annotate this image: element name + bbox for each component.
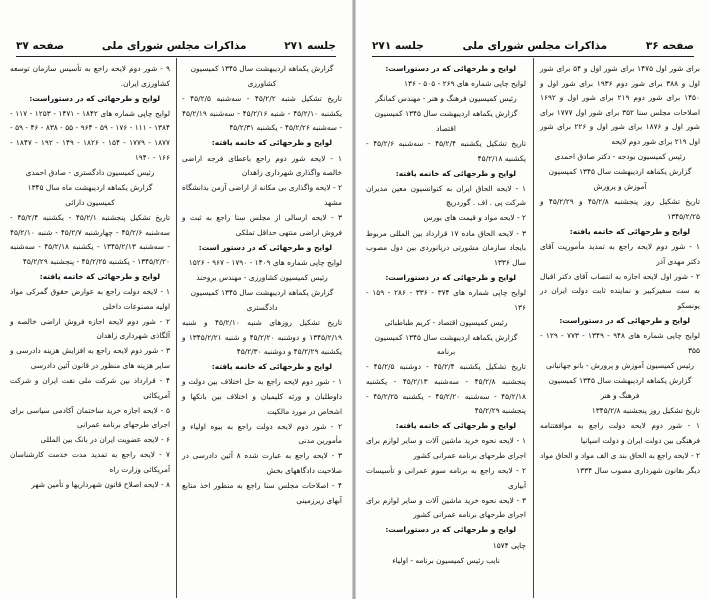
paragraph: ۱ - لایحه الحاق ایران به کنوانسیون معین مدیران شرکت پی . اف . گوردریچ	[366, 183, 526, 208]
report-title-line: رئیس کمیسیون آموزش و پرورش - بانو جهانبانی	[546, 360, 694, 370]
paragraph: برای شور اول ۱۴۷۵ برای شور اول و ۵۴ برای شور اول و ۳۸۸ برای شور دوم ۱۹۳۶ برای شور اول و ۱۴۵۰ برای شور دوم ۲۱۹ برای شور اول و ۱۶۹۲ اصلاحات مجلس سنا ۳۵۲ برای شور اول ۱۷۷۷ برای شور اول و ۱۸۷۶ برای شور اول و ۲۲۶ برای شور اول ۲۱۹ برای شور دوم لایحه	[540, 64, 701, 146]
paragraph: ۳ - لایحه راجع به عبارت شده ۸ آئین دادرسی در صلاحیت دادگاههای بخش	[182, 451, 342, 476]
paragraph: تاریخ تشکیل روزهای شنبه ۴۵/۲/۱۰ و شنبه ۱۳۴۵/۲/۱۹ و دوشنبه ۴۵/۲/۲۰ و شنبه ۱۳۴۵/۲/۲۱ و یکشنبه ۴۵/۲/۲۹ و دوشنبه ۴۵/۲/۳۰	[182, 318, 343, 357]
paragraph: ۵ - لایحه اجازه خرید ساختمان آکادمی سیاسی برای اجرای طرحهای برنامه عمرانی	[10, 405, 170, 430]
paragraph: ۲ - شور دوم لایحه دولت راجع به بیوه اولیاء و مأمورین مدنی	[182, 421, 342, 446]
report-title-line: رئیس کمیسیون فرهنگ و هنر - مهندس کمانگر	[375, 94, 517, 104]
page-36	[356, 0, 710, 599]
paragraph: لوایح چاپی شماره های ۱۴۰۹ - ۱۷۹۰ - ۹۶۷ - ۱۵۲۶	[188, 257, 342, 267]
paragraph: ۱ - شور دوم لایحه دولت راجع به موافقتنامه فرهنگی بین دولت ایران و دولت اسپانیا	[540, 421, 700, 445]
paragraph: ۷ - لایحه راجع به تمدید مدت خدمت کارشناسان آمریکائی وزارت راه	[10, 450, 170, 475]
section-heading: لوایح و طرحهائی که خاتمه یافته:	[395, 421, 516, 431]
paragraph: تاریخ تشکیل روز پنجشنبه ۱۳۴۵/۲/۸	[591, 406, 700, 416]
page-header	[372, 38, 694, 54]
report-title-line: دادگستری	[246, 303, 278, 312]
report-title-line: رئیس کمیسیون اقتصاد - کریم طباطبائی	[384, 317, 508, 327]
paragraph: تاریخ تشکیل روز پنجشنبه ۴۵/۲/۸ و ۴۵/۲/۲۹ و ۱۳۴۵/۲/۲۵	[540, 197, 700, 221]
header-rule	[16, 56, 336, 57]
paragraph: لوایح چاپی شماره های ۹۴۸ - ۱۳۴۹ - ۷۷۳ - ۱۲۹ - ۳۵۵	[540, 331, 700, 355]
text-column-left	[10, 62, 170, 493]
paragraph: ۶ - لایحه عضویت ایران در بانک بین المللی	[40, 435, 170, 445]
report-title-line: رئیس کمیسیون بودجه - دکتر صادق احمدی	[554, 152, 686, 162]
paragraph: تاریخ تشکیل پنجشنبه ۴۵/۲/۱ - یکشنبه ۴۵/۲/۴ - سه‌شنبه ۴۵/۲/۶ - چهارشنبه ۴۵/۲/۷ - شنبه ۴۵/۲/۱۰ - سه‌شنبه ۱۳۴۵/۲/۱۳ - یکشنبه ۴۵/۲/۱۸ - سه‌شنبه ۱۳۴۵/۲/۲۰ - یکشنبه ۴۵/۲/۲۵ - پنجشنبه ۴۵/۲/۲۹	[10, 212, 171, 266]
report-title-line: گزارش یکماهه اردیبهشت سال ۱۳۴۵ کمیسیون	[190, 287, 334, 297]
paragraph: ۱ - لایحه نحوه خرید ماشین آلات و سایر لوازم برای اجرای طرحهای برنامه عمرانی کشور	[366, 436, 526, 460]
report-title-line: رئیس کمیسیون دادگستری - صادق احمدی	[25, 167, 155, 177]
column-divider	[533, 58, 534, 598]
paragraph: لوایح چاپی شماره های ۳۷۴ - ۳۳۶ - ۲۸۶ - ۱۵۹ - ۱۳۶	[366, 287, 526, 312]
report-title-line: آموزش و پرورش	[593, 182, 647, 192]
report-title-line: گزارش یکماهه اردیبهشت سال ۱۳۴۵ کمیسیون	[548, 375, 692, 385]
paragraph: ۳ - لایحه نحوه خرید ماشین آلات و سایر لوازم برای اجرای طرحهای برنامه عمرانی کشور	[366, 495, 526, 520]
paragraph: ۳ - شور دوم لایحه راجع به افزایش هزینه دادرسی و سایر هزینه های منظور در قانون آئین دادرسی	[10, 346, 170, 370]
report-title-line: کشاورزی	[247, 79, 277, 89]
section-heading: لوایح و طرحهائی که خاتمه یافته:	[211, 362, 332, 372]
page-number: صفحه ۳۶	[645, 40, 694, 52]
header-rule	[372, 56, 694, 57]
page-header	[16, 38, 336, 54]
paragraph: ۲ - شور دوم لایحه اجازه فروش اراضی خالصه و آلگاذی شهرداری زاهدان	[10, 316, 170, 341]
section-heading: لوایح و طرحهائی که خاتمه یافته:	[395, 168, 516, 178]
page-title: مذاکرات مجلس شورای ملی	[462, 40, 608, 52]
page-title: مذاکرات مجلس شورای ملی	[101, 40, 247, 52]
section-heading: لوایح و طرحهائی که خاتمه یافته:	[211, 138, 332, 148]
report-title-line: گزارش یکماهه اردیبهشت سال ۱۳۴۵ کمیسیون	[190, 64, 334, 73]
section-heading: لوایح و طرحهائی که در دستوراست:	[385, 64, 516, 73]
report-title-line: کمیسیون دارائی	[65, 197, 115, 207]
report-title-line: فرهنگ و هنر	[600, 391, 640, 401]
section-heading: لوایح و طرحهائی که خاتمه یافته:	[39, 271, 160, 281]
report-title-line: گزارش یکماهه اردیبهشت سال ۱۳۴۵ کمیسیون برنامه	[374, 332, 518, 357]
paragraph: ۲ - لایحه راجع به برنامه سوم عمرانی و تأسیسات آبیاری	[366, 466, 526, 490]
paragraph: ۲ - شور اول لایحه اجازه به انتصاب آقای دکتر اقبال به ست سفیرکبیر و نماینده ثابت دولت ایران در یونسکو	[540, 271, 700, 310]
text-column-right	[182, 62, 342, 509]
session-number: جلسه ۲۷۱	[284, 40, 336, 52]
paragraph: تاریخ تشکیل یکشنبه ۴۵/۲/۴ - سه‌شنبه ۴۵/۲/۶ - یکشنبه ۴۵/۲/۱۸	[366, 138, 526, 163]
paragraph: ۴ - قرارداد بین شرکت ملی نفت ایران و شرکت آمریکائی	[10, 375, 170, 400]
report-title-line: رئیس کمیسیون کشاورزی - مهندس بروحند	[196, 272, 328, 282]
section-heading: لوایح و طرحهائی که خاتمه یافته:	[569, 227, 690, 237]
section-heading: لوایح و طرحهائی که در دستوراست:	[559, 316, 690, 326]
section-heading: لوایح و طرحهائی که در دستوراست:	[385, 272, 516, 282]
section-heading: لوایح و طرحهائی که در دستوراست:	[385, 525, 516, 535]
paragraph: ۲ - لایحه راجع به الحاق بند ی الف مواد و الحاق مواد دیگر بقانون شهرداری مصوب سال ۱۳۳۴	[540, 450, 700, 475]
paragraph: ۴ - اصلاحات مجلس سنا راجع به منظور اخذ منابع آبهای زیرزمینی	[182, 481, 342, 505]
section-heading: لوایح و طرحهائی که در دستور است:	[198, 242, 332, 252]
paragraph: لوایح چاپی شماره های ۱۸۴۲ - ۱۴۷۱ - ۱۲۵۳ - ۱۱۷ - ۱۳۸۴ - ۱۱۱ - ۱۷۶ - ۵۹ - ۹۶۴ - ۵۵ - ۸۳۸ - ۴۶ - ۵۹ - ۱۸۷۷ - ۱۷۷۹ - ۱۵۴ - ۱۸۲۶ - ۱۴۹ - ۱۹۲ - ۱۸۴۷ - ۱۶۶ - ۱۹۴۰	[10, 108, 170, 162]
text-column-right	[540, 62, 700, 479]
paragraph: ۲ - لایحه واگذاری بی مکانه از اراضی آزمن بدانشگاه مشهد	[182, 183, 342, 207]
paragraph: ۱ - لایحه شور دوم راجع باعطای فرجه اراضی خالصه واگذاری شهرداری زاهدان	[182, 153, 342, 178]
report-title-line: گزارش یکماهه اردیبهشت سال ۱۳۴۵ کمیسیون	[548, 167, 692, 177]
paragraph: ۱ - شور دوم لایحه راجع به حل اختلاف بین دولت و داوطلبان و ورثه کلیمیان و اختلاف بین بانکها و اشخاص در مورد مالکیت	[182, 377, 342, 416]
paragraph: ۸ - لایحه اصلاح قانون شهرداریها و تأمین شهر	[31, 480, 170, 490]
report-title-line: نایب رئیس کمیسیون برنامه - اولیاء	[392, 555, 500, 565]
page-number: صفحه ۳۷	[16, 40, 65, 52]
paragraph: تاریخ تشکیل شنبه ۴۵/۲/۲ - سه‌شنبه ۴۵/۲/۵ - یکشنبه ۴۵/۲/۱۰ - شنبه ۴۵/۲/۱۶ - سه‌شنبه ۴۵/۲/۱۹ - سه‌شنبه ۴۵/۲/۲۶ - یکشنبه ۴۵/۲/۳۱	[182, 94, 342, 133]
report-title-line: گزارش یکماهه اردیبهشت ماه سال ۱۳۴۵	[27, 182, 153, 192]
paragraph: ۱ - شور دوم لایحه راجع به تمدید مأموریت آقای دکتر مهدی آذر	[540, 242, 700, 266]
section-heading: لوایح و طرحهائی که در دستوراست:	[29, 93, 160, 103]
paragraph: لوایح چاپی شماره های ۲۶۹ - ۵۰۵ - ۱۳۶	[404, 79, 526, 89]
paragraph: ۳ - لایحه ارسالی از مجلس سنا راجع به ثبت و فروش اراضی منتهی حداقل تملکی	[182, 212, 342, 237]
paragraph: ۱ - لایحه دولت راجع به عوارض حقوق گمرکی مواد اولیه مصنوعات داخلی	[10, 286, 170, 311]
column-divider	[176, 58, 177, 598]
paragraph: تاریخ تشکیل یکشنبه ۴۵/۲/۴ - دوشنبه ۴۵/۲/۵ - پنجشنبه ۴۵/۲/۸ - سه‌شنبه ۴۵/۲/۱۳ - یکشنبه ۴۵/۲/۱۸ - سه‌شنبه ۴۵/۲/۲۰ - یکشنبه ۴۵/۲/۲۵ - پنجشنبه ۴۵/۲/۲۹	[366, 362, 526, 416]
paragraph: چاپی ۱۵۷۴	[492, 540, 526, 550]
report-title-line: گزارش یکماهه اردیبهشت سال ۱۳۴۵ کمیسیون اقتصاد	[374, 109, 518, 133]
page-37	[0, 0, 352, 599]
session-number: جلسه ۲۷۱	[372, 40, 424, 52]
paragraph: ۹ - شور دوم لایحه راجع به تأسیس سازمان توسعه کشاورزی ایران.	[10, 64, 170, 88]
paragraph: ۳ - لایحه الحاق ماده ۱۷ قرارداد بین المللی مربوط بایجاد سازمان مشورتی دریانوردی بین دول مصوب سال ۱۳۳۶	[366, 228, 526, 267]
paragraph: ۲ - لایحه مواد و قیمت های بورس	[423, 213, 526, 223]
text-column-left	[366, 62, 526, 569]
